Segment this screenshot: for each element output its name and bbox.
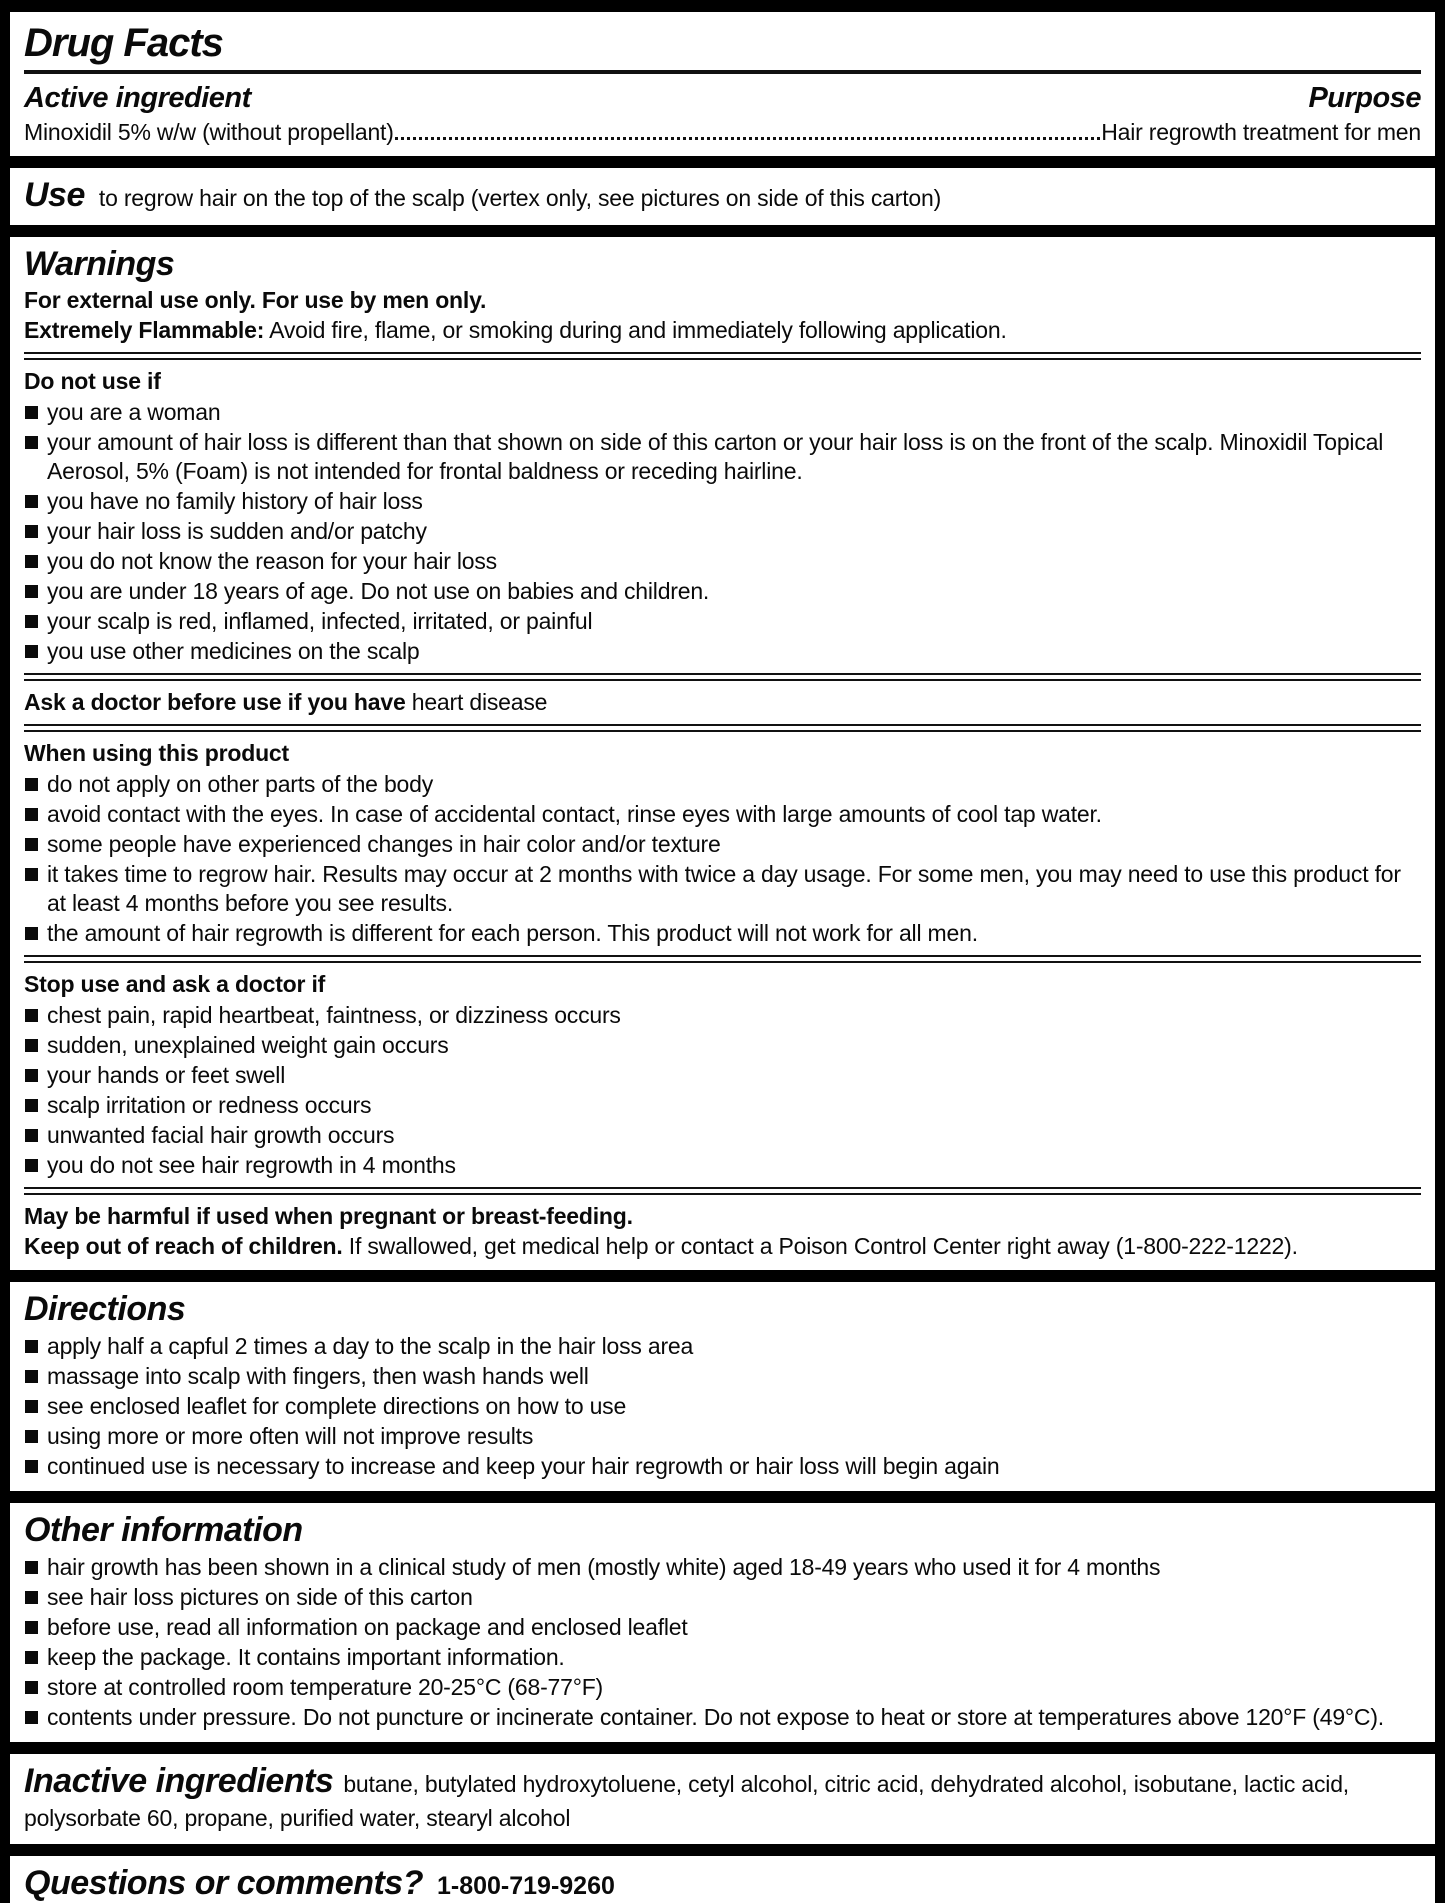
- list-item: [24, 1673, 1421, 1702]
- directions-heading: Directions: [24, 1290, 186, 1328]
- list-item-text: store at controlled room temperature 20-25°C (68-77°F): [47, 1674, 604, 1700]
- list-item-text: hair growth has been shown in a clinical study of men (mostly white) aged 18-49 years who used it for 4 months: [47, 1554, 1161, 1580]
- list-item: [24, 1121, 1421, 1150]
- questions-phone: 1-800-719-9260: [436, 1872, 615, 1900]
- warnings-divider: [24, 1187, 1421, 1195]
- list-item-text: the amount of hair regrowth is different for each person. This product will not work for all men.: [47, 920, 978, 946]
- flammable-label: Extremely Flammable:: [24, 317, 265, 343]
- do-not-use-heading: Do not use if: [24, 368, 161, 394]
- list-item: [24, 1553, 1421, 1582]
- list-item: [24, 1061, 1421, 1090]
- square-bullet-icon: [25, 1370, 38, 1383]
- list-item-text: your amount of hair loss is different than that shown on side of this carton or your hair loss is on the front of the scalp. Minoxidil Topical Aerosol, 5% (Foam) is not intended for frontal baldness or receding hairline.: [47, 429, 1384, 484]
- section-warnings: [10, 237, 1435, 1270]
- list-item: [24, 607, 1421, 636]
- list-item: [24, 1613, 1421, 1642]
- square-bullet-icon: [25, 838, 38, 851]
- list-item: [24, 398, 1421, 427]
- section-inactive-ingredients: [10, 1754, 1435, 1844]
- list-item: [24, 1091, 1421, 1120]
- when-using-list: [24, 770, 1421, 948]
- list-item: [24, 1392, 1421, 1421]
- external-use-warning: For external use only. For use by men only.: [24, 287, 487, 313]
- list-item: [24, 487, 1421, 516]
- square-bullet-icon: [25, 1711, 38, 1724]
- other-information-heading: Other information: [24, 1511, 303, 1549]
- drug-facts-title: Drug Facts: [24, 21, 223, 65]
- list-item-text: keep the package. It contains important information.: [47, 1644, 565, 1670]
- list-item: [24, 1422, 1421, 1451]
- square-bullet-icon: [25, 436, 38, 449]
- list-item-text: sudden, unexplained weight gain occurs: [47, 1032, 449, 1058]
- list-item: [24, 1001, 1421, 1030]
- square-bullet-icon: [25, 525, 38, 538]
- ask-doctor-bold: Ask a doctor before use if you have: [24, 689, 406, 715]
- square-bullet-icon: [25, 1129, 38, 1142]
- square-bullet-icon: [25, 645, 38, 658]
- square-bullet-icon: [25, 1460, 38, 1473]
- stop-use-list: [24, 1001, 1421, 1180]
- list-item: [24, 1332, 1421, 1361]
- list-item: [24, 517, 1421, 546]
- section-use: [10, 168, 1435, 225]
- list-item-text: you use other medicines on the scalp: [47, 638, 420, 664]
- list-item: [24, 1452, 1421, 1481]
- warnings-heading: Warnings: [24, 245, 175, 283]
- square-bullet-icon: [25, 1039, 38, 1052]
- square-bullet-icon: [25, 615, 38, 628]
- list-item-text: you have no family history of hair loss: [47, 488, 423, 514]
- square-bullet-icon: [25, 1009, 38, 1022]
- square-bullet-icon: [25, 1099, 38, 1112]
- square-bullet-icon: [25, 406, 38, 419]
- purpose-text: Hair regrowth treatment for men: [1101, 119, 1421, 145]
- use-heading: Use: [24, 176, 85, 214]
- list-item: [24, 1031, 1421, 1060]
- list-item: [24, 547, 1421, 576]
- square-bullet-icon: [25, 585, 38, 598]
- square-bullet-icon: [25, 1651, 38, 1664]
- square-bullet-icon: [25, 495, 38, 508]
- list-item-text: massage into scalp with fingers, then wash hands well: [47, 1363, 589, 1389]
- list-item: [24, 860, 1421, 918]
- title-divider: [24, 70, 1421, 74]
- list-item: [24, 1643, 1421, 1672]
- keep-out-text: If swallowed, get medical help or contact a Poison Control Center right away (1-800-222-1222).: [342, 1233, 1298, 1259]
- list-item-text: unwanted facial hair growth occurs: [47, 1122, 395, 1148]
- warnings-divider: [24, 724, 1421, 732]
- do-not-use-list: [24, 398, 1421, 666]
- list-item: [24, 770, 1421, 799]
- flammable-text: Avoid fire, flame, or smoking during and immediately following application.: [264, 317, 1007, 343]
- list-item: [24, 577, 1421, 606]
- ask-doctor-text: heart disease: [405, 689, 548, 715]
- inactive-ingredients-para: [24, 1760, 1421, 1835]
- other-information-list: [24, 1553, 1421, 1732]
- square-bullet-icon: [25, 1561, 38, 1574]
- list-item-text: you are a woman: [47, 399, 221, 425]
- section-other-information: [10, 1503, 1435, 1742]
- list-item: [24, 1703, 1421, 1732]
- list-item: [24, 637, 1421, 666]
- list-item: [24, 1362, 1421, 1391]
- square-bullet-icon: [25, 868, 38, 881]
- flammable-warning: [24, 316, 1421, 345]
- square-bullet-icon: [25, 1621, 38, 1634]
- section-directions: [10, 1282, 1435, 1491]
- list-item-text: avoid contact with the eyes. In case of accidental contact, rinse eyes with large amounts of cool tap water.: [47, 801, 1102, 827]
- list-item: [24, 830, 1421, 859]
- list-item-text: scalp irritation or redness occurs: [47, 1092, 372, 1118]
- list-item-text: contents under pressure. Do not puncture or incinerate container. Do not expose to heat or store at temperatures above 120°F (49°C).: [47, 1704, 1384, 1730]
- list-item: [24, 428, 1421, 486]
- list-item: [24, 1151, 1421, 1180]
- inactive-ingredients-heading: Inactive ingredients: [24, 1762, 334, 1800]
- square-bullet-icon: [25, 808, 38, 821]
- list-item-text: before use, read all information on package and enclosed leaflet: [47, 1614, 688, 1640]
- questions-row: [24, 1862, 1421, 1903]
- ask-doctor-line: [24, 688, 1421, 717]
- use-row: [24, 174, 1421, 216]
- list-item-text: see hair loss pictures on side of this carton: [47, 1584, 473, 1610]
- list-item-text: apply half a capful 2 times a day to the scalp in the hair loss area: [47, 1333, 694, 1359]
- stop-use-heading: Stop use and ask a doctor if: [24, 971, 326, 997]
- square-bullet-icon: [25, 1430, 38, 1443]
- warnings-divider: [24, 352, 1421, 360]
- square-bullet-icon: [25, 1340, 38, 1353]
- list-item-text: chest pain, rapid heartbeat, faintness, or dizziness occurs: [47, 1002, 621, 1028]
- ingredient-purpose-row: [24, 118, 1421, 147]
- purpose-heading: Purpose: [1308, 82, 1421, 114]
- keep-out-warning: [24, 1232, 1421, 1261]
- section-questions: [10, 1856, 1435, 1903]
- dotted-leader: [395, 137, 1101, 140]
- list-item-text: your hands or feet swell: [47, 1062, 286, 1088]
- use-text: to regrow hair on the top of the scalp (vertex only, see pictures on side of this carton): [98, 185, 942, 211]
- square-bullet-icon: [25, 927, 38, 940]
- list-item-text: it takes time to regrow hair. Results may occur at 2 months with twice a day usage. For some men, you may need to use this product for at least 4 months before you see results.: [47, 861, 1401, 916]
- list-item-text: your hair loss is sudden and/or patchy: [47, 518, 427, 544]
- list-item: [24, 919, 1421, 948]
- warnings-divider: [24, 673, 1421, 681]
- list-item-text: you do not know the reason for your hair loss: [47, 548, 497, 574]
- questions-heading: Questions or comments?: [24, 1864, 423, 1902]
- square-bullet-icon: [25, 1069, 38, 1082]
- square-bullet-icon: [25, 1400, 38, 1413]
- directions-list: [24, 1332, 1421, 1481]
- square-bullet-icon: [25, 1681, 38, 1694]
- inactive-ingredients-text: butane, butylated hydroxytoluene, cetyl alcohol, citric acid, dehydrated alcohol, isobutane, lactic acid, polysorbate 60, propane, purified water, stearyl alcohol: [24, 1771, 1349, 1831]
- active-ingredient-heads: [24, 80, 1421, 116]
- list-item-text: continued use is necessary to increase and keep your hair regrowth or hair loss will begin again: [47, 1453, 1000, 1479]
- active-ingredient-text: Minoxidil 5% w/w (without propellant): [24, 119, 394, 145]
- when-using-heading: When using this product: [24, 740, 289, 766]
- list-item: [24, 1583, 1421, 1612]
- list-item-text: you are under 18 years of age. Do not use on babies and children.: [47, 578, 710, 604]
- keep-out-bold: Keep out of reach of children.: [24, 1233, 343, 1259]
- list-item-text: you do not see hair regrowth in 4 months: [47, 1152, 456, 1178]
- warnings-divider: [24, 955, 1421, 963]
- active-ingredient-heading: Active ingredient: [24, 82, 251, 114]
- square-bullet-icon: [25, 1591, 38, 1604]
- square-bullet-icon: [25, 1159, 38, 1172]
- list-item-text: using more or more often will not improve results: [47, 1423, 534, 1449]
- square-bullet-icon: [25, 555, 38, 568]
- list-item: [24, 800, 1421, 829]
- square-bullet-icon: [25, 778, 38, 791]
- list-item-text: your scalp is red, inflamed, infected, irritated, or painful: [47, 608, 593, 634]
- list-item-text: do not apply on other parts of the body: [47, 771, 434, 797]
- pregnant-warning: May be harmful if used when pregnant or breast-feeding.: [24, 1203, 633, 1229]
- section-active-ingredient: [10, 12, 1435, 156]
- list-item-text: some people have experienced changes in hair color and/or texture: [47, 831, 721, 857]
- list-item-text: see enclosed leaflet for complete directions on how to use: [47, 1393, 627, 1419]
